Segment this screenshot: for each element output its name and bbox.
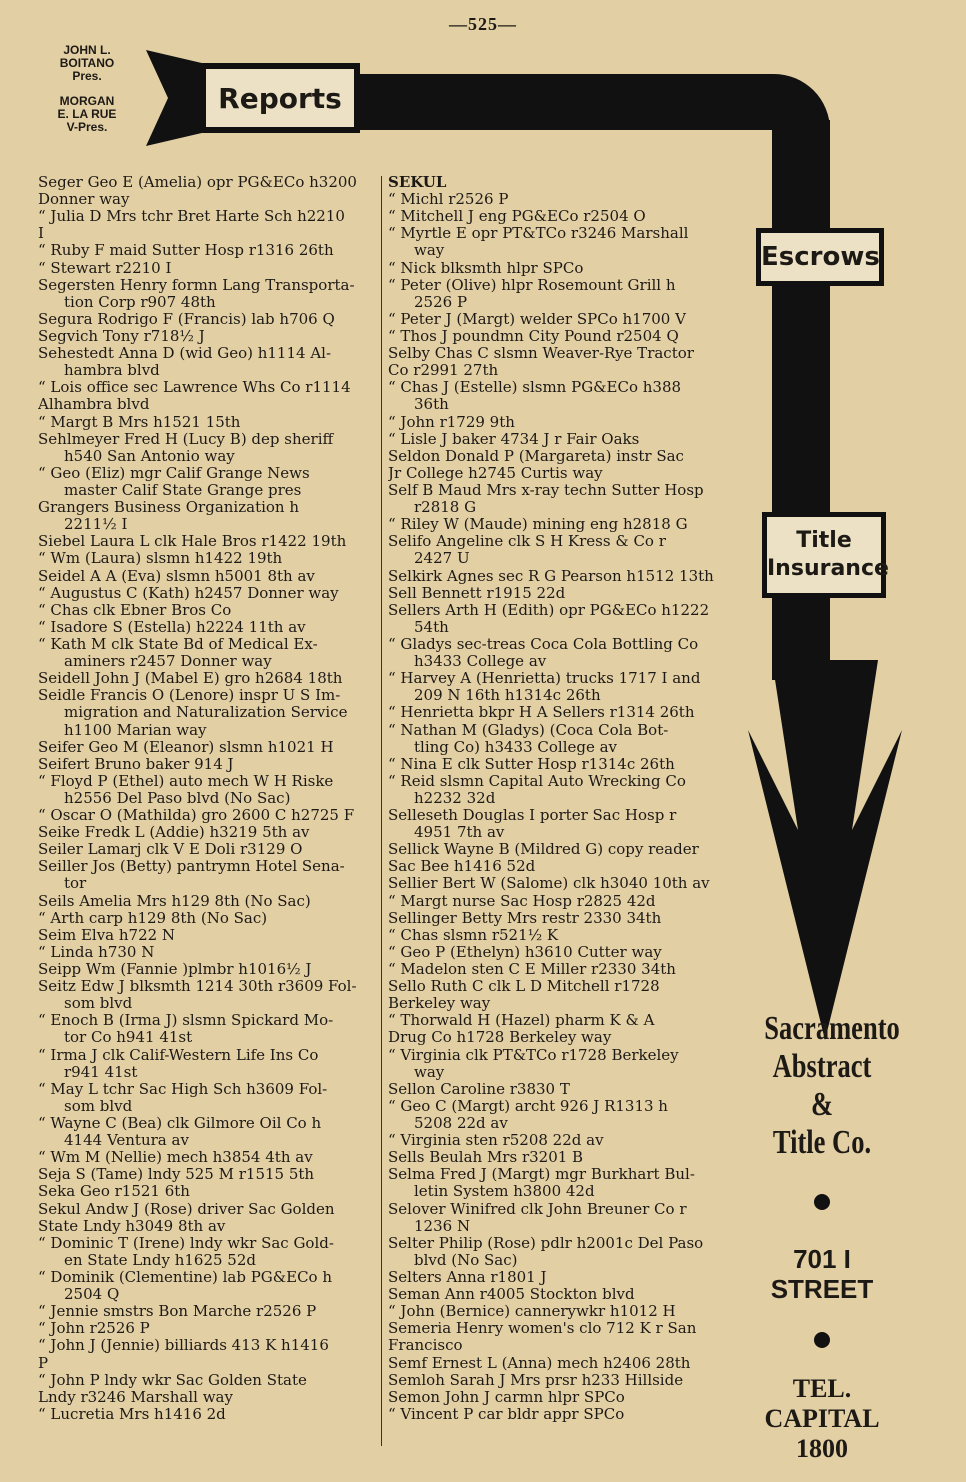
directory-entry-line: Sellier Bert W (Salome) clk h3040 10th av	[388, 875, 710, 893]
directory-entry-line: Segvich Tony r718½ J	[38, 327, 205, 345]
directory-entry-line: h540 San Antonio way	[64, 447, 235, 465]
directory-entry-line: “ John J (Jennie) billiards 413 K h1416	[38, 1337, 329, 1355]
president-name-line-1: JOHN L.	[63, 43, 111, 57]
directory-entry-line: Self B Maud Mrs x-ray techn Sutter Hosp	[388, 481, 704, 499]
directory-entry-line: Seiller Jos (Betty) pantrymn Hotel Sena-	[38, 858, 345, 876]
directory-entry-line: Donner way	[38, 191, 130, 209]
page-number: —525—	[449, 14, 517, 34]
president-name-line-2: BOITANO	[59, 56, 115, 70]
directory-entry-line: “ Kath M clk State Bd of Medical Ex-	[38, 635, 318, 653]
directory-entry-line: Seifert Bruno baker 914 J	[38, 755, 234, 773]
directory-entry-line: 4144 Ventura av	[64, 1132, 189, 1150]
directory-entry-line: “ Vincent P car bldr appr SPCo	[388, 1405, 625, 1423]
directory-entry-line: Seidell John J (Mabel E) gro h2684 18th	[38, 670, 343, 688]
directory-entry-line: “ Virginia clk PT&TCo r1728 Berkeley	[388, 1046, 679, 1064]
company-address-line-1: 701 I	[793, 1244, 851, 1274]
directory-entry-line: Sellinger Betty Mrs restr 2330 34th	[388, 909, 662, 927]
directory-entry-line: Francisco	[388, 1337, 463, 1355]
directory-entry-line: Sello Ruth C clk L D Mitchell r1728	[388, 978, 660, 996]
directory-entry-line: Sellon Caroline r3830 T	[388, 1080, 570, 1098]
directory-entry-line: Selover Winifred clk John Breuner Co r	[388, 1200, 687, 1218]
directory-entry-line: Segersten Henry formn Lang Transporta-	[38, 276, 355, 294]
directory-entry-line: 5208 22d av	[414, 1115, 508, 1133]
column-divider	[381, 176, 382, 1446]
directory-entry-line: Selifo Angeline clk S H Kress & Co r	[388, 533, 666, 551]
directory-entry-line: Drug Co h1728 Berkeley way	[388, 1029, 612, 1047]
directory-entry-line: hambra blvd	[64, 362, 160, 380]
directory-entry-line: “ Chas J (Estelle) slsmn PG&ECo h388	[388, 379, 682, 397]
directory-entry-line: Seldon Donald P (Margareta) instr Sac	[388, 447, 684, 465]
directory-entry-line: tion Corp r907 48th	[64, 293, 216, 311]
escrows-label: Escrows	[756, 228, 884, 286]
company-tel-line-2: CAPITAL	[764, 1404, 880, 1433]
directory-entry-line: P	[38, 1354, 49, 1372]
directory-entry-line: “ Stewart r2210 I	[38, 259, 172, 277]
directory-entry-line: h3433 College av	[414, 653, 547, 671]
directory-entry-line: Seger Geo E (Amelia) opr PG&ECo h3200	[38, 174, 357, 191]
directory-entry-line: “ Lois office sec Lawrence Whs Co r1114	[38, 379, 351, 397]
directory-entry-line: Segura Rodrigo F (Francis) lab h706 Q	[38, 310, 335, 328]
directory-entry-line: tling Co) h3433 College av	[414, 738, 618, 756]
directory-entry-line: Sehestedt Anna D (wid Geo) h1114 Al-	[38, 345, 332, 363]
directory-entry-line: “ Myrtle E opr PT&TCo r3246 Marshall	[388, 225, 689, 243]
directory-entry-line: master Calif State Grange pres	[64, 481, 302, 499]
directory-entry-line: “ Arth carp h129 8th (No Sac)	[38, 909, 268, 927]
directory-entry-line: Semf Ernest L (Anna) mech h2406 28th	[388, 1354, 691, 1372]
directory-entry-line: I	[38, 225, 44, 243]
directory-entry-line: “ May L tchr Sac High Sch h3609 Fol-	[38, 1080, 328, 1098]
directory-entry-line: “ Enoch B (Irma J) slsmn Spickard Mo-	[38, 1012, 334, 1030]
directory-entry-line: “ Madelon sten C E Miller r2330 34th	[388, 961, 676, 979]
directory-entry-line: Selby Chas C slsmn Weaver-Rye Tractor	[388, 345, 694, 363]
vp-name-line-1: MORGAN	[59, 94, 115, 108]
directory-entry-line: “ Irma J clk Calif-Western Life Ins Co	[38, 1046, 319, 1064]
directory-entry-line: “ Ruby F maid Sutter Hosp r1316 26th	[38, 242, 334, 260]
directory-entry-line: “ Dominic T (Irene) lndy wkr Sac Gold-	[38, 1234, 334, 1252]
directory-entry-line: “ Riley W (Maude) mining eng h2818 G	[388, 516, 688, 534]
directory-entry-line: “ Linda h730 N	[38, 943, 155, 961]
directory-entry-line: “ Margt nurse Sac Hosp r2825 42d	[388, 892, 656, 910]
directory-entry-line: “ Reid slsmn Capital Auto Wrecking Co	[388, 772, 686, 790]
directory-entry-line: en State Lndy h1625 52d	[64, 1251, 256, 1269]
directory-entry-line: Berkeley way	[388, 995, 491, 1013]
directory-entry-line: Lndy r3246 Marshall way	[38, 1388, 233, 1406]
directory-entry-line: 2427 U	[414, 550, 470, 568]
directory-entry-line: Semon John J carmn hlpr SPCo	[388, 1388, 625, 1406]
directory-entry-line: “ Chas clk Ebner Bros Co	[38, 601, 232, 619]
arrow-down-icon	[748, 660, 902, 1040]
directory-entry-line: 4951 7th av	[414, 824, 505, 842]
banner-ribbon-tail	[146, 50, 206, 146]
directory-entry-line: “ Julia D Mrs tchr Bret Harte Sch h2210	[38, 208, 345, 226]
directory-entry-line: “ Mitchell J eng PG&ECo r2504 O	[388, 208, 646, 226]
directory-entry-line: “ Thorwald H (Hazel) pharm K & A	[388, 1012, 655, 1030]
company-name-line-1: Sacramento	[764, 1010, 900, 1047]
directory-entry-line: “ Peter (Olive) hlpr Rosemount Grill h	[388, 276, 676, 294]
directory-entry-line: Sac Bee h1416 52d	[388, 858, 536, 876]
directory-entry-line: “ Harvey A (Henrietta) trucks 1717 I and	[388, 670, 701, 688]
directory-entry-line: Seidel A A (Eva) slsmn h5001 8th av	[38, 567, 315, 585]
vp-name-line-2: E. LA RUE	[57, 107, 117, 121]
directory-entry-line: Seifer Geo M (Eleanor) slsmn h1021 H	[38, 738, 334, 756]
directory-entry-line: Semeria Henry women's clo 712 K r San	[388, 1320, 697, 1338]
directory-entry-line: “ Henrietta bkpr H A Sellers r1314 26th	[388, 704, 695, 722]
directory-entry-line: “ John P lndy wkr Sac Golden State	[38, 1371, 307, 1389]
directory-entry-line: “ Peter J (Margt) welder SPCo h1700 V	[388, 310, 686, 328]
directory-entry-line: r2818 G	[414, 499, 477, 517]
directory-entry-line: “ Geo C (Margt) archt 926 J R1313 h	[388, 1097, 668, 1115]
directory-entry-line: Seja S (Tame) lndy 525 M r1515 5th	[38, 1166, 315, 1184]
directory-entry-line: Seitz Edw J blksmth 1214 30th r3609 Fol-	[38, 978, 357, 996]
directory-column-left	[38, 174, 378, 1423]
directory-entry-line: “ John r2526 P	[38, 1320, 150, 1338]
directory-entry-line: 54th	[414, 618, 449, 636]
directory-entry-line: “ Nick blksmth hlpr SPCo	[388, 259, 584, 277]
directory-entry-line: tor Co h941 41st	[64, 1029, 193, 1047]
directory-entry-line: 36th	[414, 396, 449, 414]
directory-entry-line: Seipp Wm (Fannie )plmbr h1016½ J	[38, 961, 312, 979]
company-name-line-3: Title Co.	[772, 1124, 872, 1161]
directory-entry-line: Jr College h2745 Curtis way	[388, 464, 603, 482]
directory-entry-line: aminers r2457 Donner way	[64, 653, 272, 671]
directory-entry-line: r941 41st	[64, 1063, 138, 1081]
directory-entry-line: 2504 Q	[64, 1286, 120, 1304]
directory-entry-line: Seim Elva h722 N	[38, 926, 176, 944]
directory-entry-line: Selter Philip (Rose) pdlr h2001c Del Paso	[388, 1234, 704, 1252]
directory-entry-line: Sekul Andw J (Rose) driver Sac Golden	[38, 1200, 335, 1218]
bullet-dot-icon	[814, 1332, 830, 1348]
directory-entry-line: Selleseth Douglas I porter Sac Hosp r	[388, 807, 677, 825]
company-address-line-2: STREET	[770, 1274, 874, 1304]
directory-entry-line: “ Nina E clk Sutter Hosp r1314c 26th	[388, 755, 675, 773]
directory-entry-line: 2211½ I	[64, 516, 128, 534]
title-insurance-line-1: Title	[796, 528, 852, 553]
directory-entry-line: Co r2991 27th	[388, 362, 499, 380]
directory-entry-line: tor	[64, 875, 87, 893]
directory-entry-line: “ Wayne C (Bea) clk Gilmore Oil Co h	[38, 1115, 322, 1133]
directory-entry-line: migration and Naturalization Service	[64, 704, 348, 722]
vp-title: V-Pres.	[66, 120, 108, 134]
directory-entry-line: “ Lucretia Mrs h1416 2d	[38, 1405, 226, 1423]
directory-entry-line: “ John r1729 9th	[388, 413, 515, 431]
directory-entry-line: Semloh Sarah J Mrs prsr h233 Hillside	[388, 1371, 684, 1389]
directory-entry-line: “ Virginia sten r5208 22d av	[388, 1132, 604, 1150]
officers-block	[44, 44, 130, 134]
title-insurance-label	[762, 512, 889, 598]
directory-entry-line: Sehlmeyer Fred H (Lucy B) dep sheriff	[38, 430, 334, 448]
bullet-dot-icon	[814, 1194, 830, 1210]
directory-entry-line: Sells Beulah Mrs r3201 B	[388, 1149, 584, 1167]
directory-entry-line: “ Thos J poundmn City Pound r2504 Q	[388, 327, 679, 345]
president-title: Pres.	[72, 69, 102, 83]
directory-entry-line: Alhambra blvd	[38, 396, 150, 414]
directory-entry-line: Selma Fred J (Margt) mgr Burkhart Bul-	[388, 1166, 695, 1184]
directory-entry-line: Seiler Lamarj clk V E Doli r3129 O	[38, 841, 303, 859]
directory-entry-line: Seike Fredk L (Addie) h3219 5th av	[38, 824, 310, 842]
directory-entry-line: Seidle Francis O (Lenore) inspr U S Im-	[38, 687, 341, 705]
directory-heading: SEKUL	[388, 174, 447, 191]
directory-entry-line: “ Jennie smstrs Bon Marche r2526 P	[38, 1303, 317, 1321]
directory-entry-line: “ Geo (Eliz) mgr Calif Grange News	[38, 464, 310, 482]
directory-entry-line: State Lndy h3049 8th av	[38, 1217, 226, 1235]
directory-entry-line: letin System h3800 42d	[414, 1183, 595, 1201]
directory-entry-line: “ Wm M (Nellie) mech h3854 4th av	[38, 1149, 313, 1167]
company-tel-line-3: 1800	[796, 1434, 848, 1463]
directory-entry-line: 209 N 16th h1314c 26th	[414, 687, 601, 705]
directory-entry-line: “ Chas slsmn r521½ K	[388, 926, 559, 944]
company-name-line-2: Abstract &	[772, 1048, 872, 1123]
directory-entry-line: “ Wm (Laura) slsmn h1422 19th	[38, 550, 283, 568]
directory-entry-line: 1236 N	[414, 1217, 471, 1235]
directory-entry-line: h2232 32d	[414, 789, 496, 807]
directory-entry-line: 2526 P	[414, 293, 468, 311]
directory-entry-line: blvd (No Sac)	[414, 1251, 518, 1269]
directory-entry-line: way	[414, 1063, 445, 1081]
directory-entry-line: “ Gladys sec-treas Coca Cola Bottling Co	[388, 635, 699, 653]
directory-entry-line: Sellick Wayne B (Mildred G) copy reader	[388, 841, 699, 859]
directory-entry-line: way	[414, 242, 445, 260]
directory-entry-line: “ Geo P (Ethelyn) h3610 Cutter way	[388, 943, 662, 961]
directory-entry-line: Sell Bennett r1915 22d	[388, 584, 566, 602]
title-insurance-line-2: Insurance	[767, 556, 889, 581]
directory-entry-line: Selkirk Agnes sec R G Pearson h1512 13th	[388, 567, 714, 585]
directory-entry-line: “ Michl r2526 P	[388, 191, 509, 209]
company-advertisement	[748, 1010, 900, 1464]
directory-entry-line: Siebel Laura L clk Hale Bros r1422 19th	[38, 533, 347, 551]
directory-entry-line: “ Margt B Mrs h1521 15th	[38, 413, 241, 431]
directory-entry-line: som blvd	[64, 1097, 133, 1115]
directory-entry-line: Seman Ann r4005 Stockton blvd	[388, 1286, 635, 1304]
directory-entry-line: Seka Geo r1521 6th	[38, 1183, 190, 1201]
directory-entry-line: “ John (Bernice) cannerywkr h1012 H	[388, 1303, 676, 1321]
reports-banner: Reports	[200, 63, 360, 133]
directory-entry-line: “ Floyd P (Ethel) auto mech W H Riske	[38, 772, 334, 790]
directory-entry-line: Selters Anna r1801 J	[388, 1269, 547, 1286]
ad-bar-horizontal	[360, 74, 830, 130]
company-tel-line-1: TEL.	[792, 1374, 852, 1403]
directory-entry-line: “ Nathan M (Gladys) (Coca Cola Bot-	[388, 721, 669, 739]
directory-entry-line: “ Augustus C (Kath) h2457 Donner way	[38, 584, 339, 602]
directory-entry-line: h1100 Marian way	[64, 721, 207, 739]
directory-entry-line: “ Lisle J baker 4734 J r Fair Oaks	[388, 430, 640, 448]
directory-entry-line: Seils Amelia Mrs h129 8th (No Sac)	[38, 892, 311, 910]
directory-entry-line: Grangers Business Organization h	[38, 499, 300, 517]
directory-entry-line: “ Oscar O (Mathilda) gro 2600 C h2725 F	[38, 807, 355, 825]
directory-entry-line: som blvd	[64, 995, 133, 1013]
directory-entry-line: “ Isadore S (Estella) h2224 11th av	[38, 618, 306, 636]
directory-entry-line: “ Dominik (Clementine) lab PG&ECo h	[38, 1269, 333, 1286]
directory-column-right	[388, 174, 743, 1423]
directory-entry-line: h2556 Del Paso blvd (No Sac)	[64, 789, 291, 807]
directory-entry-line: Sellers Arth H (Edith) opr PG&ECo h1222	[388, 601, 710, 619]
